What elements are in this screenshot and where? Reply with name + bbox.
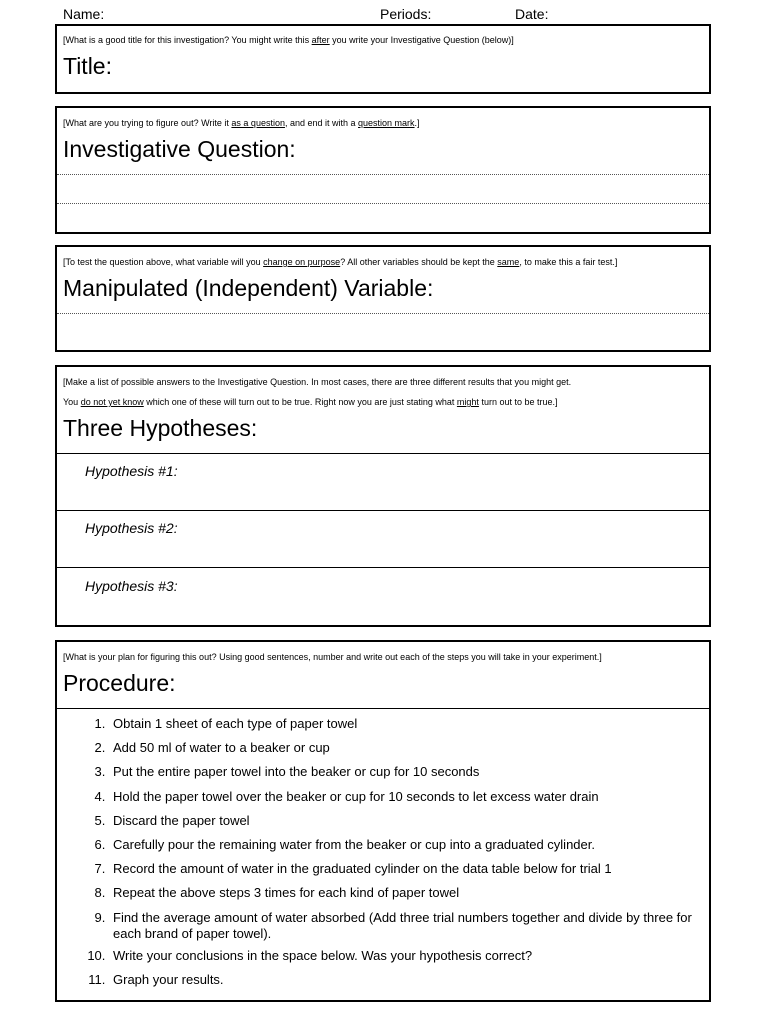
procedure-step: 11. Graph your results. [109,972,709,988]
procedure-heading: Procedure: [63,670,176,696]
procedure-step: 10. Write your conclusions in the space below. Was your hypothesis correct? [109,948,709,964]
worksheet-header [0,5,768,23]
hypotheses-divider [57,453,709,454]
hypothesis-divider [57,510,709,511]
title-instructions: [What is a good title for this investigation? You might write this after you write your Investigative Question (below)] [63,35,514,45]
title-heading: Title: [63,53,112,79]
question-instructions: [What are you trying to figure out? Write it as a question, and end it with a question mark.] [63,118,420,128]
procedure-step: 4. Hold the paper towel over the beaker or cup for 10 seconds to let excess water drain [109,789,709,805]
hypothesis-divider [57,567,709,568]
procedure-section [55,640,711,1002]
hypothesis-1-label: Hypothesis #1: [85,463,178,479]
procedure-instructions: [What is your plan for figuring this out? Using good sentences, number and write out each of the steps you will take in your experiment.] [63,652,602,662]
procedure-step: 8. Repeat the above steps 3 times for each kind of paper towel [109,885,709,901]
procedure-step: 6. Carefully pour the remaining water from the beaker or cup into a graduated cylinder. [109,837,709,853]
procedure-steps-area [57,710,709,1000]
title-section [55,24,711,94]
procedure-steps-list [57,716,709,996]
question-heading: Investigative Question: [63,136,296,162]
question-answer-line-1[interactable] [57,174,709,175]
variable-section [55,245,711,352]
procedure-step: 1. Obtain 1 sheet of each type of paper towel [109,716,709,732]
variable-answer-line[interactable] [57,313,709,314]
procedure-step: 9. Find the average amount of water absorbed (Add three trial numbers together and divide by three for each brand of paper towel). [109,910,709,942]
procedure-step: 5. Discard the paper towel [109,813,709,829]
name-label: Name: [63,6,105,22]
question-section [55,106,711,234]
variable-heading: Manipulated (Independent) Variable: [63,275,434,301]
procedure-step: 2. Add 50 ml of water to a beaker or cup [109,740,709,756]
date-label: Date: [515,6,549,22]
variable-instructions: [To test the question above, what variable will you change on purpose? All other variables should be kept the same, to make this a fair test.] [63,257,618,267]
hypotheses-instructions-line-2: You do not yet know which one of these will turn out to be true. Right now you are just stating what might turn out to be true.] [63,397,558,407]
question-answer-line-2[interactable] [57,203,709,204]
periods-label: Periods: [380,6,432,22]
hypotheses-instructions-line-1: [Make a list of possible answers to the Investigative Question. In most cases, there are three different results that you might get. [63,377,572,387]
procedure-divider [57,708,709,709]
hypothesis-2-label: Hypothesis #2: [85,520,178,536]
hypothesis-3-label: Hypothesis #3: [85,578,178,594]
hypotheses-section [55,365,711,627]
procedure-step: 7. Record the amount of water in the graduated cylinder on the data table below for trial 1 [109,861,709,877]
hypotheses-heading: Three Hypotheses: [63,415,258,441]
procedure-step: 3. Put the entire paper towel into the beaker or cup for 10 seconds [109,764,709,780]
